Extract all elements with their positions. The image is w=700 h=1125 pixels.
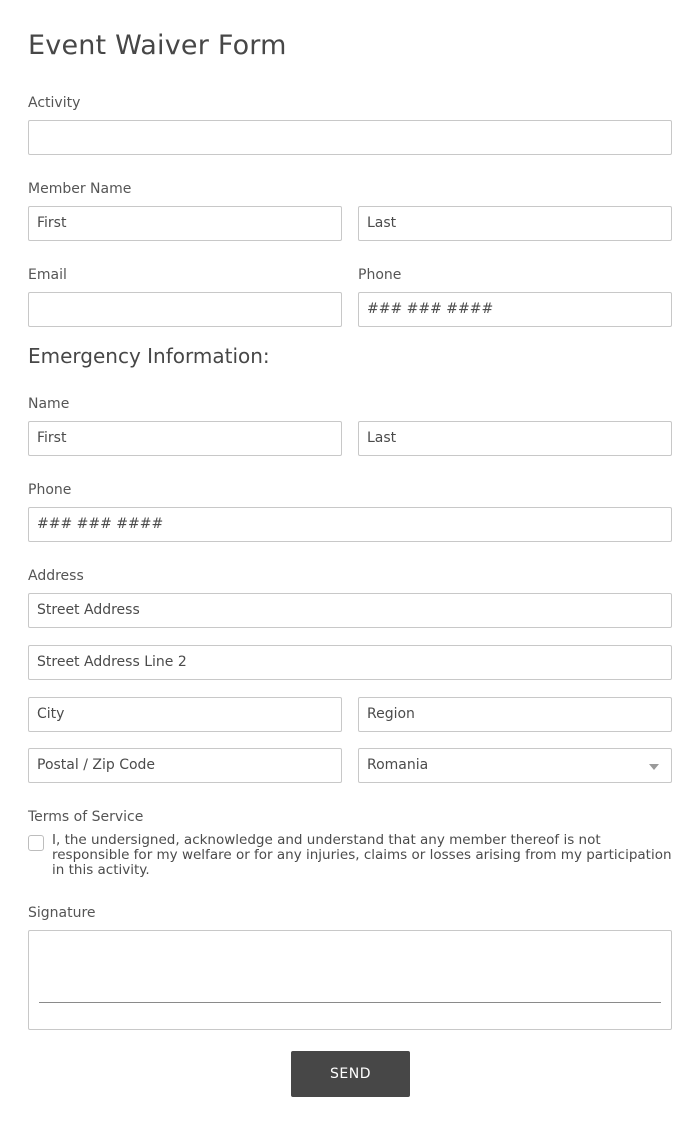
member-first-name-input[interactable]: First	[28, 206, 342, 241]
signature-label: Signature	[28, 905, 96, 921]
country-select-value: Romania	[367, 757, 429, 773]
terms-label: Terms of Service	[28, 809, 144, 825]
member-name-label: Member Name	[28, 181, 132, 197]
region-input[interactable]: Region	[358, 697, 672, 732]
emergency-phone-label: Phone	[28, 482, 72, 498]
city-input[interactable]: City	[28, 697, 342, 732]
emergency-heading: Emergency Information:	[28, 344, 270, 368]
send-button[interactable]: SEND	[291, 1051, 410, 1097]
address-label: Address	[28, 568, 84, 584]
phone-input[interactable]: ### ### ####	[358, 292, 672, 327]
email-input[interactable]	[28, 292, 342, 327]
chevron-down-icon	[649, 764, 659, 770]
street-address-input[interactable]: Street Address	[28, 593, 672, 628]
signature-pad[interactable]	[28, 930, 672, 1030]
activity-label: Activity	[28, 95, 81, 111]
member-last-name-input[interactable]: Last	[358, 206, 672, 241]
email-label: Email	[28, 267, 67, 283]
emergency-name-label: Name	[28, 396, 70, 412]
terms-text: I, the undersigned, acknowledge and understand that any member thereof is not responsible for my welfare or for any injuries, claims or losses arising from my participation in this activity.	[52, 832, 672, 878]
emergency-first-name-input[interactable]: First	[28, 421, 342, 456]
page-title: Event Waiver Form	[28, 30, 287, 61]
activity-input[interactable]	[28, 120, 672, 155]
emergency-phone-input[interactable]: ### ### ####	[28, 507, 672, 542]
postal-code-input[interactable]: Postal / Zip Code	[28, 748, 342, 783]
emergency-last-name-input[interactable]: Last	[358, 421, 672, 456]
signature-line	[39, 1002, 661, 1003]
street-address-line2-input[interactable]: Street Address Line 2	[28, 645, 672, 680]
phone-label: Phone	[358, 267, 402, 283]
terms-checkbox[interactable]	[28, 835, 44, 851]
country-select[interactable]	[358, 748, 672, 783]
